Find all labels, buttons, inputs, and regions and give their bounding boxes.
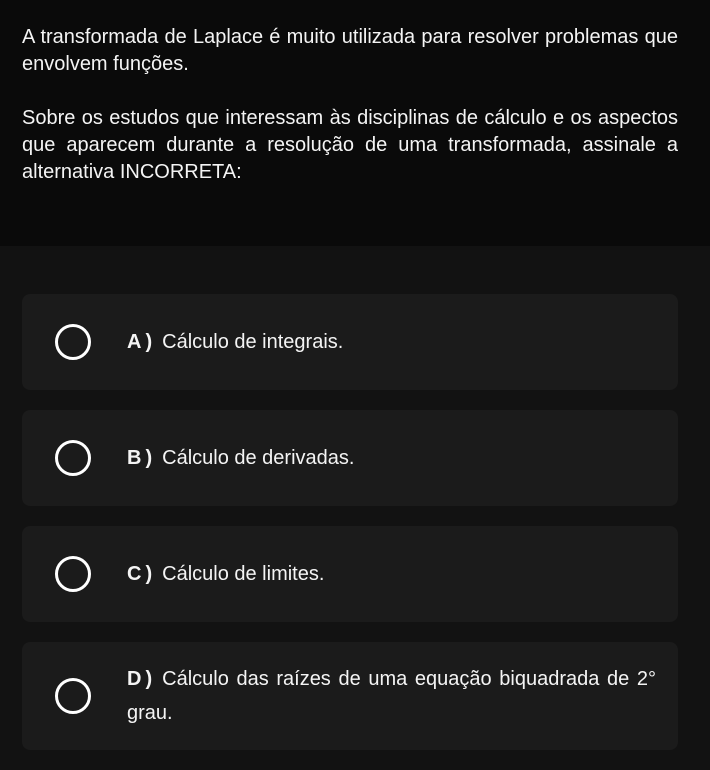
radio-unchecked-icon[interactable] — [55, 324, 91, 360]
option-c[interactable] — [22, 526, 678, 622]
option-b[interactable] — [22, 410, 678, 506]
option-c-label: Cálculo de limites. — [162, 563, 325, 585]
option-letter: C ) — [127, 563, 153, 585]
option-c-content — [127, 557, 656, 591]
answer-options — [22, 294, 678, 770]
radio-unchecked-icon[interactable] — [55, 678, 91, 714]
option-b-content — [127, 441, 656, 475]
question-prompt: Sobre os estudos que interessam às disciplinas de cálculo e os aspectos que aparecem durante a resolução de uma transformada, assinale a alternativa INCORRETA: — [22, 107, 678, 183]
option-letter: A ) — [127, 331, 153, 353]
option-d[interactable] — [22, 642, 678, 750]
option-a-label: Cálculo de integrais. — [162, 331, 344, 353]
option-b-label: Cálculo de derivadas. — [162, 447, 355, 469]
radio-unchecked-icon[interactable] — [55, 556, 91, 592]
option-a-content — [127, 325, 656, 359]
option-d-label: Cálculo das raízes de uma equação biquadrada de 2° grau. — [127, 668, 656, 724]
option-a[interactable] — [22, 294, 678, 390]
option-letter: D ) — [127, 668, 153, 690]
option-letter: B ) — [127, 447, 153, 469]
question-intro: A transformada de Laplace é muito utilizada para resolver problemas que envolvem funções. — [22, 26, 678, 75]
question-panel — [0, 0, 710, 246]
radio-unchecked-icon[interactable] — [55, 440, 91, 476]
option-d-content — [127, 662, 656, 730]
